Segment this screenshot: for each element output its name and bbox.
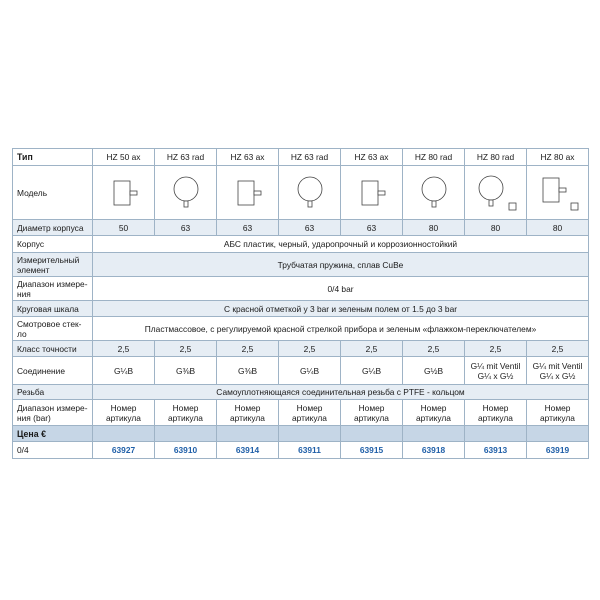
glass-label-line: ло [17, 328, 27, 339]
model-cell [217, 166, 279, 220]
model-row [13, 166, 589, 220]
measuring-label-line: элемент [17, 264, 50, 275]
model-cell [93, 166, 155, 220]
gauge-axial-flag-icon [533, 173, 583, 213]
range-label-line: Диапазон измере- [17, 278, 88, 289]
gauge-axial-icon [352, 176, 392, 210]
connection-cell: G¼B [279, 357, 341, 385]
article-label: 0/4 [13, 442, 93, 459]
diameter-cell: 80 [527, 220, 589, 236]
diameter-cell: 50 [93, 220, 155, 236]
article-header-line: артикула [478, 412, 513, 423]
type-label: Тип [13, 149, 93, 166]
article-header-line: артикула [106, 412, 141, 423]
connection-cell: G½B [403, 357, 465, 385]
article-number[interactable]: 63911 [279, 442, 341, 459]
article-header-line: артикула [354, 412, 389, 423]
measuring-label-line: Измерительный [17, 254, 80, 265]
article-header-cell [527, 400, 589, 426]
article-header-cell [217, 400, 279, 426]
type-row [13, 149, 589, 166]
article-number[interactable]: 63910 [155, 442, 217, 459]
type-cell: HZ 80 rad [403, 149, 465, 166]
article-header-line: Номер [234, 402, 261, 413]
diameter-label: Диаметр корпуса [13, 220, 93, 236]
glass-value: Пластмассовое, с регулируемой красной стрелкой прибора и зеленым «флажком-переключателем» [93, 317, 589, 341]
article-header-line: Номер [110, 402, 137, 413]
article-header-line: Номер [358, 402, 385, 413]
model-cell [527, 166, 589, 220]
article-number[interactable]: 63914 [217, 442, 279, 459]
scale-value: С красной отметкой у 3 bar и зеленым полем от 1.5 до 3 bar [93, 301, 589, 317]
range-row [13, 277, 589, 301]
measuring-value: Трубчатая пружина, сплав CuBe [93, 253, 589, 277]
gauge-radial-icon [414, 174, 454, 212]
price-cell [93, 426, 155, 442]
connection-line: G¼ x G½ [539, 370, 576, 381]
article-header-cell [279, 400, 341, 426]
price-cell [341, 426, 403, 442]
type-cell: HZ 63 ax [217, 149, 279, 166]
model-cell [155, 166, 217, 220]
type-cell: HZ 63 ax [341, 149, 403, 166]
housing-row [13, 236, 589, 253]
article-header-cell [465, 400, 527, 426]
connection-cell: G¼B [341, 357, 403, 385]
thread-row [13, 385, 589, 400]
range-bar-label-line: Диапазон измере- [17, 402, 88, 413]
article-header-cell [93, 400, 155, 426]
diameter-cell: 63 [341, 220, 403, 236]
article-number[interactable]: 63927 [93, 442, 155, 459]
article-header-line: артикула [230, 412, 265, 423]
model-cell [279, 166, 341, 220]
accuracy-cell: 2,5 [403, 341, 465, 357]
article-header-cell [341, 400, 403, 426]
article-header-line: артикула [168, 412, 203, 423]
type-cell: HZ 63 rad [155, 149, 217, 166]
article-row [13, 442, 589, 459]
glass-row [13, 317, 589, 341]
accuracy-cell: 2,5 [217, 341, 279, 357]
measuring-row [13, 253, 589, 277]
range-bar-label [13, 400, 93, 426]
price-cell [279, 426, 341, 442]
connection-label: Соединение [13, 357, 93, 385]
type-cell: HZ 50 ax [93, 149, 155, 166]
connection-line: G¼ x G½ [477, 370, 514, 381]
price-cell [155, 426, 217, 442]
housing-label: Корпус [13, 236, 93, 253]
model-cell [403, 166, 465, 220]
range-label-line: ния [17, 288, 31, 299]
price-cell [527, 426, 589, 442]
price-cell [403, 426, 465, 442]
accuracy-cell: 2,5 [527, 341, 589, 357]
glass-label-line: Смотровое стек- [17, 318, 82, 329]
diameter-cell: 63 [279, 220, 341, 236]
connection-cell: G⅜B [155, 357, 217, 385]
connection-cell [465, 357, 527, 385]
connection-line: G¼ mit Ventil [532, 360, 583, 371]
connection-row [13, 357, 589, 385]
range-value: 0/4 bar [93, 277, 589, 301]
price-cell [217, 426, 279, 442]
scale-row [13, 301, 589, 317]
article-header-line: артикула [540, 412, 575, 423]
price-cell [465, 426, 527, 442]
accuracy-cell: 2,5 [93, 341, 155, 357]
accuracy-cell: 2,5 [155, 341, 217, 357]
type-cell: HZ 80 ax [527, 149, 589, 166]
accuracy-cell: 2,5 [279, 341, 341, 357]
connection-cell: G¼B [93, 357, 155, 385]
accuracy-cell: 2,5 [341, 341, 403, 357]
diameter-row [13, 220, 589, 236]
model-label: Модель [13, 166, 93, 220]
article-number[interactable]: 63918 [403, 442, 465, 459]
article-number[interactable]: 63919 [527, 442, 589, 459]
article-number[interactable]: 63915 [341, 442, 403, 459]
accuracy-cell: 2,5 [465, 341, 527, 357]
article-header-cell [403, 400, 465, 426]
housing-value: АБС пластик, черный, ударопрочный и коррозионностойкий [93, 236, 589, 253]
article-header-line: Номер [482, 402, 509, 413]
article-header-line: Номер [544, 402, 571, 413]
article-header-line: Номер [296, 402, 323, 413]
thread-value: Самоуплотняющаяся соединительная резьба с PTFE - кольцом [93, 385, 589, 400]
article-header-line: Номер [420, 402, 447, 413]
type-cell: HZ 63 rad [279, 149, 341, 166]
accuracy-label: Класс точности [13, 341, 93, 357]
connection-cell: G⅜B [217, 357, 279, 385]
price-label: Цена € [13, 426, 93, 442]
type-cell: HZ 80 rad [465, 149, 527, 166]
gauge-radial-icon [166, 174, 206, 212]
diameter-cell: 80 [465, 220, 527, 236]
spec-table [12, 148, 589, 459]
article-header-line: Номер [172, 402, 199, 413]
article-header-cell [155, 400, 217, 426]
connection-line: G¼ mit Ventil [470, 360, 521, 371]
model-cell [341, 166, 403, 220]
price-row [13, 426, 589, 442]
model-cell [465, 166, 527, 220]
measuring-label [13, 253, 93, 277]
diameter-cell: 63 [155, 220, 217, 236]
accuracy-row [13, 341, 589, 357]
gauge-radial-flag-icon [471, 173, 521, 213]
scale-label: Круговая шкала [13, 301, 93, 317]
article-header-line: артикула [416, 412, 451, 423]
diameter-cell: 80 [403, 220, 465, 236]
diameter-cell: 63 [217, 220, 279, 236]
article-number[interactable]: 63913 [465, 442, 527, 459]
gauge-axial-icon [228, 176, 268, 210]
glass-label [13, 317, 93, 341]
range-bar-label-line: ния (bar) [17, 412, 51, 423]
thread-label: Резьба [13, 385, 93, 400]
gauge-radial-icon [290, 174, 330, 212]
connection-cell [527, 357, 589, 385]
gauge-axial-icon [104, 176, 144, 210]
range-bar-row [13, 400, 589, 426]
article-header-line: артикула [292, 412, 327, 423]
range-label [13, 277, 93, 301]
